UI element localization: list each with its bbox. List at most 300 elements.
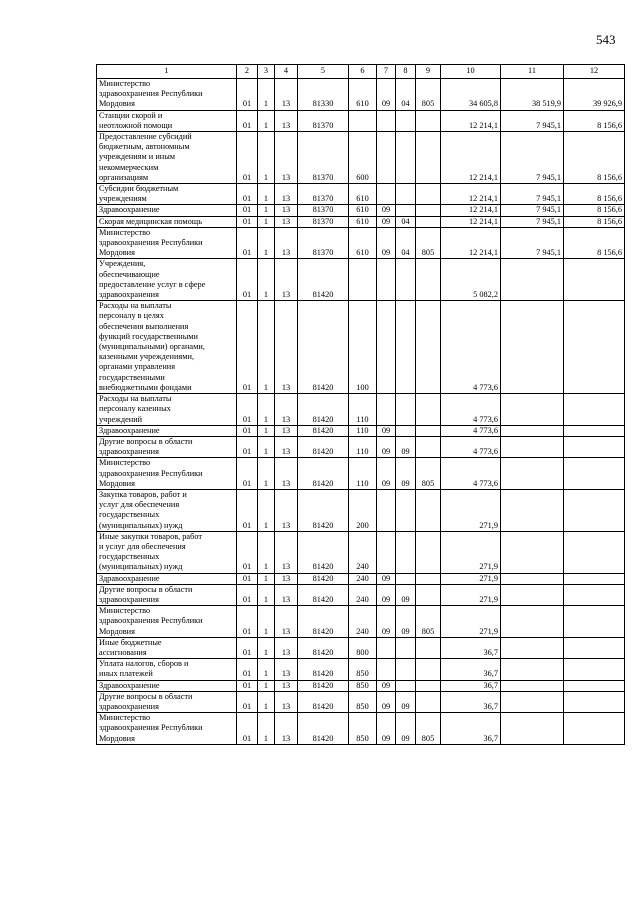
cell-col8: 09 (396, 691, 416, 712)
cell-col8 (396, 489, 416, 531)
cell-col12: 8 156,6 (564, 132, 625, 184)
cell-col10: 12 214,1 (441, 184, 501, 205)
column-header-11: 11 (501, 65, 564, 79)
cell-col3: 1 (258, 110, 275, 131)
cell-col11: 38 519,9 (501, 79, 564, 111)
cell-col2: 01 (237, 531, 258, 573)
cell-col5: 81420 (298, 606, 349, 638)
cell-col7 (377, 489, 396, 531)
cell-col5: 81370 (298, 227, 349, 259)
cell-name: Министерство здравоохранения Республики Мордовия (97, 713, 237, 745)
cell-col12: 8 156,6 (564, 205, 625, 216)
cell-col7: 09 (377, 425, 396, 436)
cell-col4: 13 (275, 584, 298, 605)
cell-name: Иные закупки товаров, работ и услуг для обеспечения государственных (муниципальных) нужд (97, 531, 237, 573)
cell-col4: 13 (275, 691, 298, 712)
cell-col10: 12 214,1 (441, 216, 501, 227)
cell-col8 (396, 637, 416, 658)
cell-col2: 01 (237, 425, 258, 436)
cell-col6: 610 (349, 227, 377, 259)
cell-col9: 805 (416, 606, 441, 638)
cell-col4: 13 (275, 489, 298, 531)
cell-col8 (396, 132, 416, 184)
cell-col6: 610 (349, 184, 377, 205)
table-row (97, 79, 625, 111)
table-row (97, 436, 625, 457)
cell-col5: 81420 (298, 425, 349, 436)
cell-col4: 13 (275, 110, 298, 131)
cell-col3: 1 (258, 584, 275, 605)
cell-col7: 09 (377, 227, 396, 259)
cell-name: Субсидии бюджетным учреждениям (97, 184, 237, 205)
cell-col11 (501, 531, 564, 573)
cell-col7 (377, 110, 396, 131)
cell-col4: 13 (275, 227, 298, 259)
cell-col10: 4 773,6 (441, 301, 501, 394)
cell-col3: 1 (258, 205, 275, 216)
cell-col5: 81370 (298, 132, 349, 184)
cell-col2: 01 (237, 227, 258, 259)
cell-col4: 13 (275, 132, 298, 184)
cell-col11: 7 945,1 (501, 132, 564, 184)
cell-col5: 81420 (298, 584, 349, 605)
cell-col11 (501, 691, 564, 712)
cell-col8: 04 (396, 79, 416, 111)
cell-col8 (396, 110, 416, 131)
cell-col4: 13 (275, 531, 298, 573)
cell-col7: 09 (377, 584, 396, 605)
column-header-8: 8 (396, 65, 416, 79)
cell-col3: 1 (258, 216, 275, 227)
cell-col2: 01 (237, 132, 258, 184)
cell-col8 (396, 394, 416, 426)
cell-col5: 81420 (298, 659, 349, 680)
cell-name: Другие вопросы в области здравоохранения (97, 691, 237, 712)
cell-col3: 1 (258, 184, 275, 205)
table-row (97, 680, 625, 691)
cell-col6 (349, 110, 377, 131)
cell-col7 (377, 259, 396, 301)
cell-col6: 240 (349, 531, 377, 573)
cell-col12 (564, 680, 625, 691)
cell-col10: 271,9 (441, 606, 501, 638)
cell-col6: 240 (349, 606, 377, 638)
cell-col4: 13 (275, 184, 298, 205)
cell-col4: 13 (275, 713, 298, 745)
cell-name: Министерство здравоохранения Республики Мордовия (97, 227, 237, 259)
cell-col9 (416, 301, 441, 394)
cell-col2: 01 (237, 637, 258, 658)
cell-col2: 01 (237, 394, 258, 426)
cell-col2: 01 (237, 458, 258, 490)
cell-col2: 01 (237, 489, 258, 531)
cell-col2: 01 (237, 573, 258, 584)
cell-col8: 09 (396, 584, 416, 605)
cell-col10: 12 214,1 (441, 132, 501, 184)
cell-col5: 81420 (298, 458, 349, 490)
cell-col10: 36,7 (441, 691, 501, 712)
cell-col4: 13 (275, 205, 298, 216)
cell-name: Уплата налогов, сборов и иных платежей (97, 659, 237, 680)
cell-col12 (564, 301, 625, 394)
column-header-4: 4 (275, 65, 298, 79)
cell-col10: 12 214,1 (441, 205, 501, 216)
cell-col11 (501, 436, 564, 457)
cell-col12 (564, 425, 625, 436)
cell-col12 (564, 531, 625, 573)
cell-col11 (501, 573, 564, 584)
cell-col9 (416, 489, 441, 531)
cell-col11: 7 945,1 (501, 216, 564, 227)
cell-col12: 8 156,6 (564, 227, 625, 259)
cell-name: Закупка товаров, работ и услуг для обеспечения государственных (муниципальных) нужд (97, 489, 237, 531)
cell-name: Другие вопросы в области здравоохранения (97, 584, 237, 605)
cell-col8 (396, 659, 416, 680)
column-header-1: 1 (97, 65, 237, 79)
cell-col5: 81330 (298, 79, 349, 111)
cell-col10: 4 773,6 (441, 436, 501, 457)
cell-col6: 110 (349, 425, 377, 436)
cell-col7: 09 (377, 436, 396, 457)
cell-col10: 12 214,1 (441, 110, 501, 131)
page-number: 543 (596, 32, 616, 47)
cell-col11 (501, 489, 564, 531)
cell-name: Здравоохранение (97, 680, 237, 691)
column-header-3: 3 (258, 65, 275, 79)
cell-name: Предоставление субсидий бюджетным, автономным учреждениям и иным некоммерческим организациям (97, 132, 237, 184)
cell-col2: 01 (237, 584, 258, 605)
cell-name: Здравоохранение (97, 573, 237, 584)
cell-col9 (416, 637, 441, 658)
cell-col7: 09 (377, 680, 396, 691)
cell-col10: 4 773,6 (441, 425, 501, 436)
cell-name: Станции скорой и неотложной помощи (97, 110, 237, 131)
cell-col5: 81420 (298, 680, 349, 691)
cell-col11 (501, 680, 564, 691)
cell-col2: 01 (237, 301, 258, 394)
cell-col12 (564, 394, 625, 426)
column-header-7: 7 (377, 65, 396, 79)
cell-col11 (501, 637, 564, 658)
cell-name: Расходы на выплаты персоналу в целях обеспечения выполнения функций государственными (муниципальными) органами, казенными учреждениями, органами управления государственными внебюджетными фондами (97, 301, 237, 394)
cell-col2: 01 (237, 680, 258, 691)
cell-col3: 1 (258, 425, 275, 436)
cell-col5: 81420 (298, 259, 349, 301)
cell-col4: 13 (275, 301, 298, 394)
cell-name: Здравоохранение (97, 425, 237, 436)
cell-col12 (564, 573, 625, 584)
cell-col2: 01 (237, 606, 258, 638)
cell-col6: 110 (349, 436, 377, 457)
cell-col7: 09 (377, 458, 396, 490)
cell-col10: 271,9 (441, 584, 501, 605)
cell-col3: 1 (258, 79, 275, 111)
cell-col9 (416, 184, 441, 205)
cell-col5: 81370 (298, 205, 349, 216)
cell-col6: 610 (349, 216, 377, 227)
cell-col3: 1 (258, 132, 275, 184)
cell-col8: 09 (396, 713, 416, 745)
cell-col5: 81420 (298, 713, 349, 745)
cell-col4: 13 (275, 659, 298, 680)
column-header-5: 5 (298, 65, 349, 79)
cell-col5: 81420 (298, 573, 349, 584)
cell-col11: 7 945,1 (501, 205, 564, 216)
cell-col11 (501, 259, 564, 301)
cell-col7 (377, 184, 396, 205)
cell-col12 (564, 458, 625, 490)
cell-col9 (416, 132, 441, 184)
cell-col12: 8 156,6 (564, 184, 625, 205)
cell-col11 (501, 713, 564, 745)
cell-col8 (396, 531, 416, 573)
cell-col10: 271,9 (441, 573, 501, 584)
cell-col2: 01 (237, 713, 258, 745)
cell-col8 (396, 184, 416, 205)
table-row (97, 659, 625, 680)
table-row (97, 531, 625, 573)
cell-col7 (377, 659, 396, 680)
cell-col3: 1 (258, 531, 275, 573)
cell-col2: 01 (237, 659, 258, 680)
cell-col3: 1 (258, 573, 275, 584)
cell-col10: 36,7 (441, 659, 501, 680)
cell-col5: 81420 (298, 301, 349, 394)
cell-col6: 850 (349, 680, 377, 691)
cell-col12 (564, 584, 625, 605)
cell-col6: 600 (349, 132, 377, 184)
cell-col11: 7 945,1 (501, 184, 564, 205)
table-row (97, 691, 625, 712)
cell-col4: 13 (275, 216, 298, 227)
cell-col6: 610 (349, 205, 377, 216)
cell-name: Учреждения, обеспечивающие предоставление услуг в сфере здравоохранения (97, 259, 237, 301)
cell-col3: 1 (258, 713, 275, 745)
cell-col3: 1 (258, 301, 275, 394)
cell-col7 (377, 301, 396, 394)
table-row (97, 110, 625, 131)
cell-col4: 13 (275, 259, 298, 301)
cell-col9: 805 (416, 458, 441, 490)
cell-col8 (396, 425, 416, 436)
cell-col10: 271,9 (441, 489, 501, 531)
cell-col6: 610 (349, 79, 377, 111)
cell-col9: 805 (416, 79, 441, 111)
cell-col5: 81420 (298, 691, 349, 712)
cell-col8: 04 (396, 227, 416, 259)
cell-name: Министерство здравоохранения Республики Мордовия (97, 79, 237, 111)
cell-col11 (501, 606, 564, 638)
cell-col12: 39 926,9 (564, 79, 625, 111)
cell-col5: 81370 (298, 184, 349, 205)
cell-col7: 09 (377, 691, 396, 712)
cell-col11 (501, 301, 564, 394)
cell-col6: 100 (349, 301, 377, 394)
cell-col4: 13 (275, 79, 298, 111)
cell-col8 (396, 573, 416, 584)
cell-col3: 1 (258, 691, 275, 712)
cell-col6: 800 (349, 637, 377, 658)
cell-name: Здравоохранение (97, 205, 237, 216)
cell-col11: 7 945,1 (501, 110, 564, 131)
cell-col12 (564, 713, 625, 745)
cell-col5: 81370 (298, 216, 349, 227)
cell-col7: 09 (377, 205, 396, 216)
cell-col4: 13 (275, 680, 298, 691)
cell-col9 (416, 680, 441, 691)
cell-col5: 81420 (298, 436, 349, 457)
cell-col11 (501, 458, 564, 490)
cell-col9 (416, 531, 441, 573)
cell-col2: 01 (237, 436, 258, 457)
table-row (97, 584, 625, 605)
cell-col11 (501, 394, 564, 426)
cell-col8 (396, 301, 416, 394)
cell-name: Скорая медицинская помощь (97, 216, 237, 227)
cell-col12: 8 156,6 (564, 216, 625, 227)
cell-col12 (564, 489, 625, 531)
cell-col10: 36,7 (441, 713, 501, 745)
cell-col8: 09 (396, 606, 416, 638)
cell-col9: 805 (416, 227, 441, 259)
cell-col10: 36,7 (441, 680, 501, 691)
cell-col2: 01 (237, 110, 258, 131)
cell-col3: 1 (258, 394, 275, 426)
table-row (97, 713, 625, 745)
table-row (97, 637, 625, 658)
cell-col7: 09 (377, 216, 396, 227)
table-row (97, 425, 625, 436)
table-row (97, 573, 625, 584)
column-header-10: 10 (441, 65, 501, 79)
column-header-12: 12 (564, 65, 625, 79)
cell-col12: 8 156,6 (564, 110, 625, 131)
cell-col12 (564, 436, 625, 457)
cell-col7: 09 (377, 573, 396, 584)
cell-col5: 81420 (298, 637, 349, 658)
cell-name: Иные бюджетные ассигнования (97, 637, 237, 658)
cell-col8: 09 (396, 458, 416, 490)
cell-col7 (377, 637, 396, 658)
cell-col4: 13 (275, 458, 298, 490)
cell-col3: 1 (258, 458, 275, 490)
cell-col2: 01 (237, 691, 258, 712)
cell-col8 (396, 680, 416, 691)
cell-col4: 13 (275, 436, 298, 457)
cell-col5: 81420 (298, 394, 349, 426)
cell-col5: 81370 (298, 110, 349, 131)
cell-col3: 1 (258, 637, 275, 658)
cell-col6: 850 (349, 691, 377, 712)
cell-name: Министерство здравоохранения Республики Мордовия (97, 458, 237, 490)
table-row (97, 489, 625, 531)
table-row (97, 132, 625, 184)
column-header-2: 2 (237, 65, 258, 79)
cell-col6: 110 (349, 394, 377, 426)
cell-col7 (377, 132, 396, 184)
table-row (97, 394, 625, 426)
cell-col2: 01 (237, 259, 258, 301)
cell-col7 (377, 531, 396, 573)
cell-name: Другие вопросы в области здравоохранения (97, 436, 237, 457)
cell-col4: 13 (275, 573, 298, 584)
cell-name: Министерство здравоохранения Республики Мордовия (97, 606, 237, 638)
cell-col10: 5 082,2 (441, 259, 501, 301)
cell-col5: 81420 (298, 531, 349, 573)
cell-col9 (416, 110, 441, 131)
cell-col9 (416, 691, 441, 712)
cell-col6: 240 (349, 573, 377, 584)
cell-col9 (416, 584, 441, 605)
cell-col6: 200 (349, 489, 377, 531)
table-row (97, 205, 625, 216)
cell-col12 (564, 637, 625, 658)
budget-table (96, 64, 625, 745)
cell-col4: 13 (275, 637, 298, 658)
cell-col3: 1 (258, 489, 275, 531)
cell-col9 (416, 573, 441, 584)
cell-col9 (416, 205, 441, 216)
cell-col6: 850 (349, 713, 377, 745)
cell-col9 (416, 259, 441, 301)
cell-col2: 01 (237, 205, 258, 216)
cell-col10: 12 214,1 (441, 227, 501, 259)
cell-col7 (377, 394, 396, 426)
cell-col8: 09 (396, 436, 416, 457)
cell-col10: 4 773,6 (441, 458, 501, 490)
cell-col4: 13 (275, 394, 298, 426)
table-row (97, 301, 625, 394)
cell-col2: 01 (237, 216, 258, 227)
cell-col6: 240 (349, 584, 377, 605)
table-row (97, 458, 625, 490)
cell-col12 (564, 606, 625, 638)
cell-col3: 1 (258, 680, 275, 691)
cell-col12 (564, 691, 625, 712)
table-row (97, 606, 625, 638)
cell-col12 (564, 259, 625, 301)
cell-col7: 09 (377, 606, 396, 638)
cell-col3: 1 (258, 606, 275, 638)
table-row (97, 184, 625, 205)
cell-col3: 1 (258, 227, 275, 259)
cell-col5: 81420 (298, 489, 349, 531)
cell-col2: 01 (237, 79, 258, 111)
cell-col10: 4 773,6 (441, 394, 501, 426)
cell-col6 (349, 259, 377, 301)
cell-name: Расходы на выплаты персоналу казенных учреждений (97, 394, 237, 426)
cell-col2: 01 (237, 184, 258, 205)
cell-col4: 13 (275, 606, 298, 638)
column-header-9: 9 (416, 65, 441, 79)
cell-col10: 36,7 (441, 637, 501, 658)
cell-col4: 13 (275, 425, 298, 436)
cell-col9 (416, 216, 441, 227)
cell-col11 (501, 584, 564, 605)
table-row (97, 259, 625, 301)
table-row (97, 216, 625, 227)
cell-col9 (416, 436, 441, 457)
cell-col9: 805 (416, 713, 441, 745)
cell-col9 (416, 394, 441, 426)
column-header-6: 6 (349, 65, 377, 79)
cell-col11 (501, 659, 564, 680)
table-row (97, 227, 625, 259)
cell-col8 (396, 205, 416, 216)
cell-col3: 1 (258, 259, 275, 301)
header-row (97, 65, 625, 79)
cell-col7: 09 (377, 713, 396, 745)
